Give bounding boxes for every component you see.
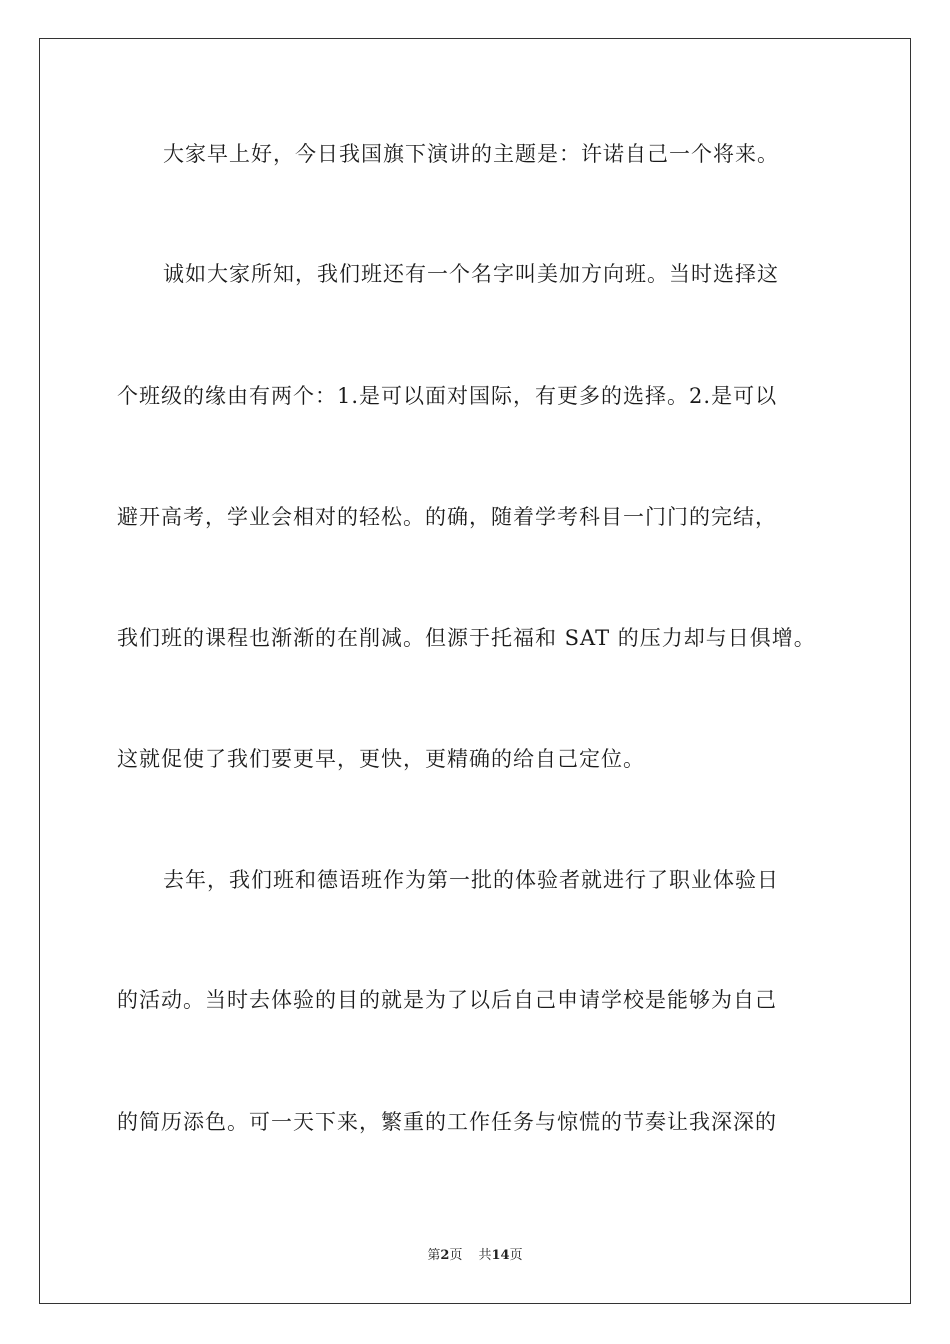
paragraph-line: 的简历添色。可一天下来，繁重的工作任务与惊慌的节奏让我深深的	[117, 1110, 777, 1134]
page-number: 2	[440, 1248, 450, 1263]
total-suffix: 页	[509, 1248, 523, 1263]
total-pages: 14	[491, 1248, 510, 1263]
paragraph-line: 大家早上好，今日我国旗下演讲的主题是：许诺自己一个将来。	[163, 142, 779, 166]
paragraph-line: 诚如大家所知，我们班还有一个名字叫美加方向班。当时选择这	[163, 262, 779, 286]
paragraph-line: 的活动。当时去体验的目的就是为了以后自己申请学校是能够为自己	[117, 988, 777, 1012]
page-footer	[0, 1247, 950, 1265]
paragraph-line: 避开高考，学业会相对的轻松。的确，随着学考科目一门门的完结，	[117, 505, 777, 529]
paragraph-line: 我们班的课程也渐渐的在削减。但源于托福和 SAT 的压力却与日俱增。	[117, 626, 816, 650]
total-prefix: 共	[478, 1248, 492, 1263]
page-prefix: 第	[427, 1248, 441, 1263]
paragraph-line: 去年，我们班和德语班作为第一批的体验者就进行了职业体验日	[163, 868, 779, 892]
page-suffix: 页	[449, 1248, 463, 1263]
paragraph-line: 这就促使了我们要更早，更快，更精确的给自己定位。	[117, 747, 645, 771]
paragraph-line: 个班级的缘由有两个：1.是可以面对国际，有更多的选择。2.是可以	[117, 384, 778, 408]
